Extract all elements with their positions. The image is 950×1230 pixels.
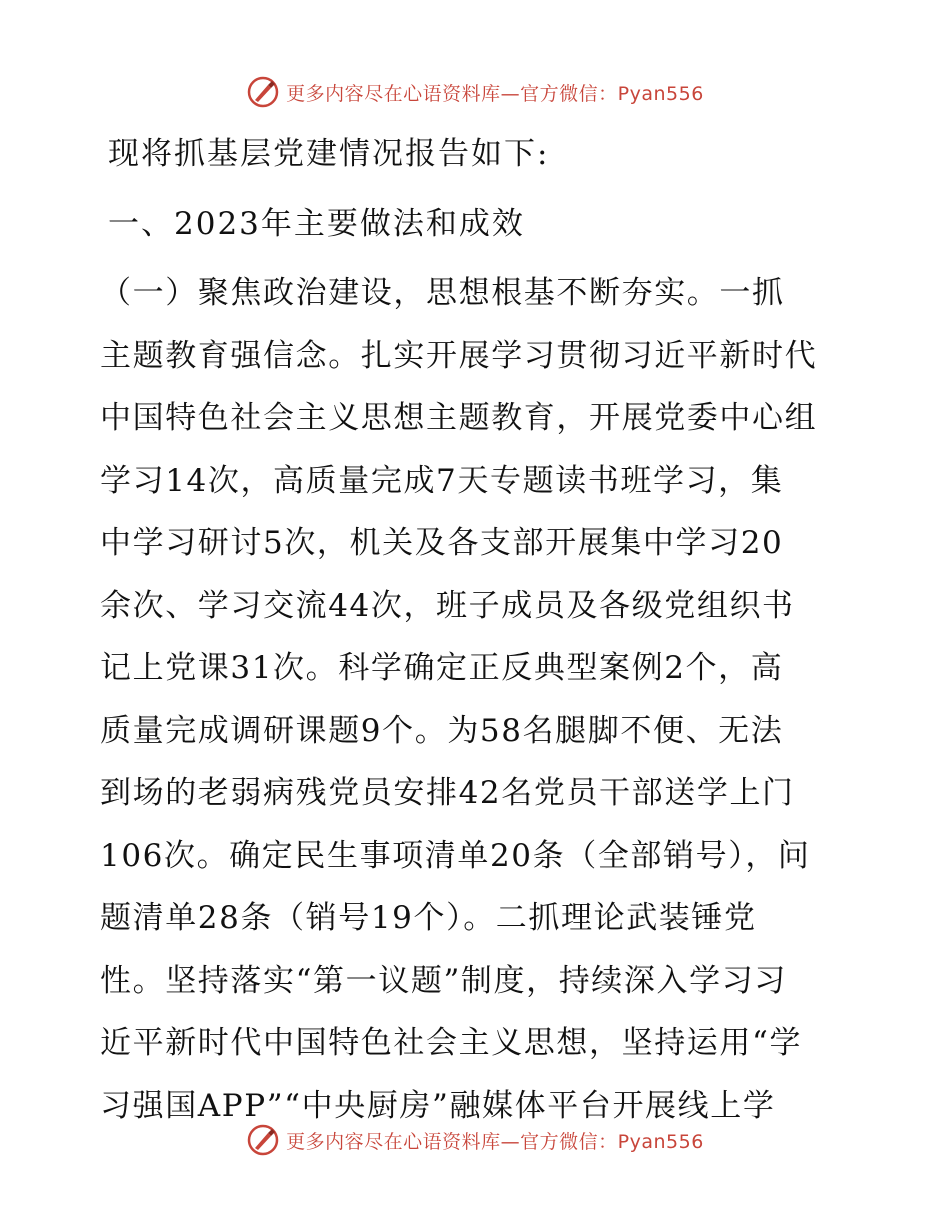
- paragraph-line: 106次。确定民生事项清单20条（全部销号），问: [100, 837, 811, 874]
- fountain-pen-logo-icon: [246, 75, 280, 109]
- body-paragraph: [100, 262, 860, 1137]
- paragraph-line: 性。坚持落实“第一议题”制度，持续深入学习习: [100, 962, 787, 999]
- banner-text: 更多内容尽在心语资料库—官方微信：Pyan556: [286, 82, 704, 105]
- paragraph-line: （一）聚焦政治建设，思想根基不断夯实。一抓: [100, 275, 785, 311]
- paragraph-line: 近平新时代中国特色社会主义思想，坚持运用“学: [100, 1025, 803, 1061]
- paragraph-line: 主题教育强信念。扎实开展学习贯彻习近平新时代: [100, 337, 818, 374]
- section-heading: 一、2023年主要做法和成效: [108, 206, 525, 242]
- paragraph-line: 到场的老弱病残党员安排42名党员干部送学上门: [100, 775, 795, 811]
- paragraph-line: 学习14次，高质量完成7天专题读书班学习，集: [100, 462, 784, 499]
- paragraph-line: 余次、学习交流44次，班子成员及各级党组织书: [100, 587, 795, 624]
- paragraph-line: 质量完成调研课题9个。为58名腿脚不便、无法: [100, 712, 784, 749]
- paragraph-line: 中国特色社会主义思想主题教育，开展党委中心组: [100, 400, 818, 436]
- fountain-pen-logo-icon: [246, 1123, 280, 1157]
- report-lead-sentence: 现将抓基层党建情况报告如下:: [108, 136, 550, 172]
- paragraph-line: 中学习研讨5次，机关及各支部开展集中学习20: [100, 525, 784, 561]
- banner-text: 更多内容尽在心语资料库—官方微信：Pyan556: [286, 1130, 704, 1153]
- header-banner: [0, 72, 950, 112]
- paragraph-line: 习强国APP”“中央厨房”融媒体平台开展线上学: [100, 1087, 776, 1124]
- paragraph-line: 记上党课31次。科学确定正反典型案例2个，高: [100, 650, 784, 686]
- footer-banner: [0, 1120, 950, 1160]
- paragraph-line: 题清单28条（销号19个）。二抓理论武装锤党: [100, 900, 757, 936]
